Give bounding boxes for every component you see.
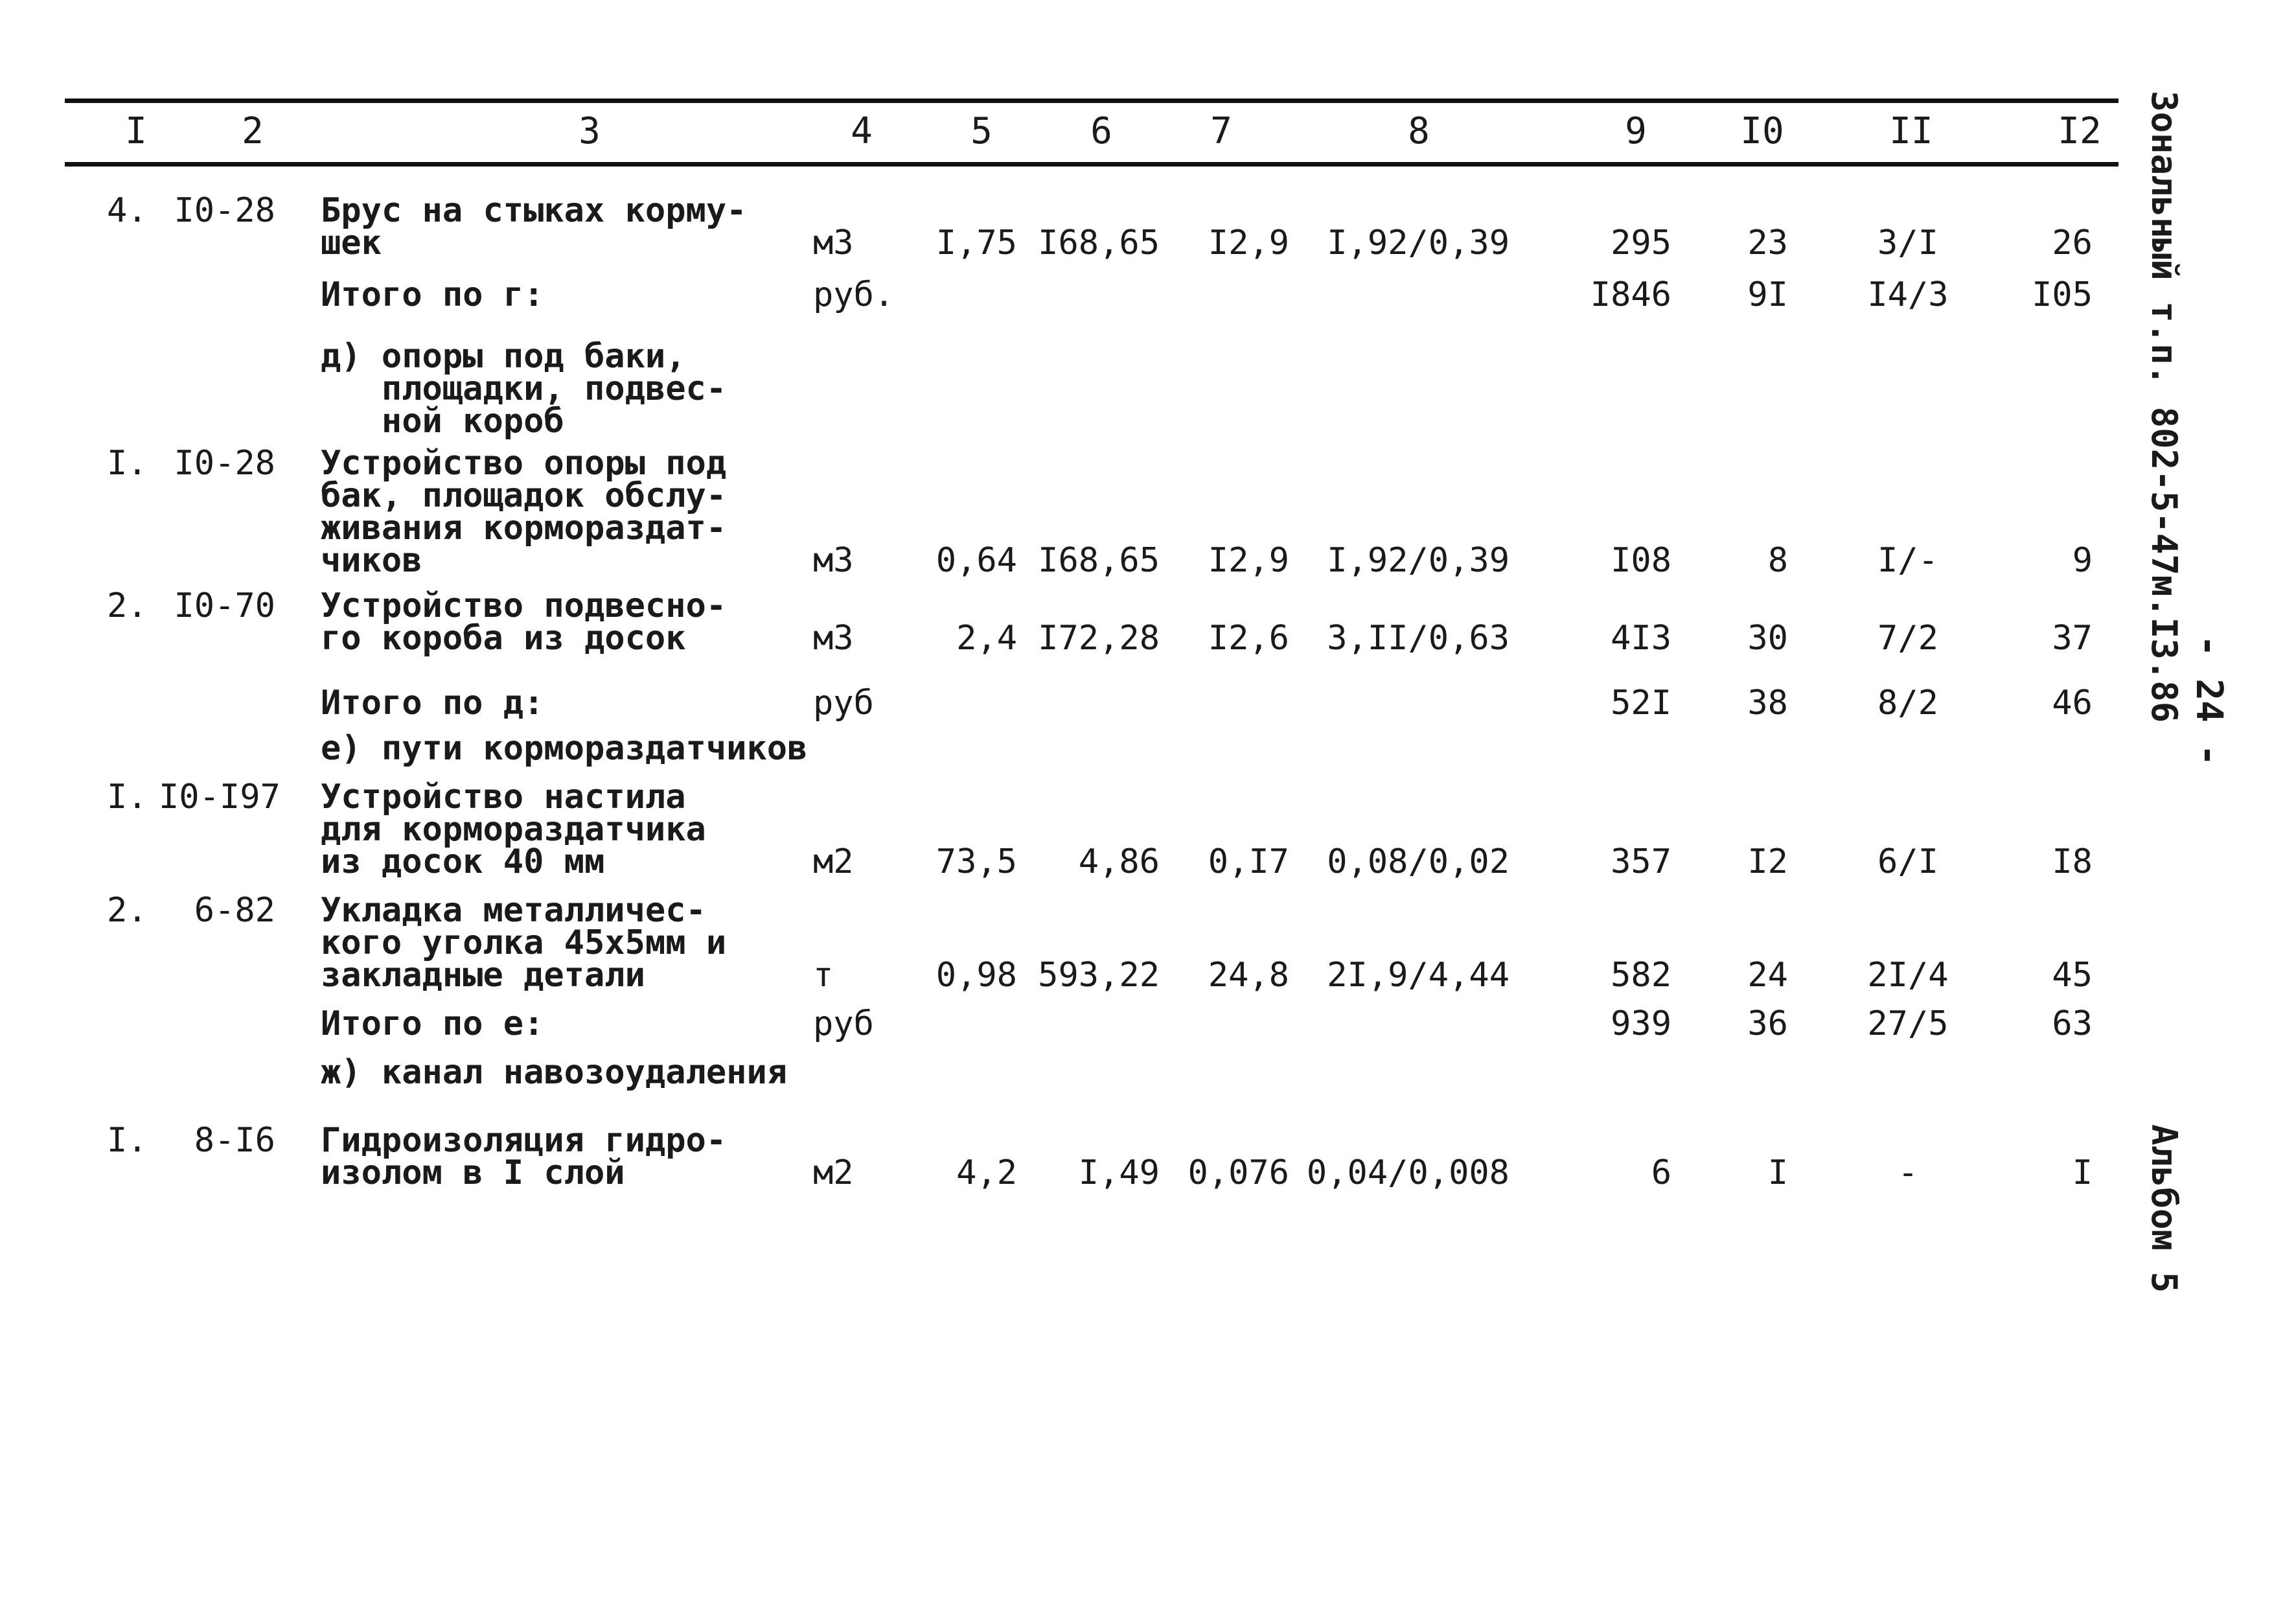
cell-col-11: 7/2 — [1877, 619, 1938, 658]
cell-code: 6-82 — [194, 891, 275, 930]
cell-col-11: I4/3 — [1867, 275, 1949, 314]
cell-col-12: 37 — [2052, 619, 2093, 658]
album-label: Альбом 5 — [2144, 1124, 2185, 1293]
header-bottom-rule — [65, 162, 2118, 167]
cell-col-12: I8 — [2052, 842, 2093, 881]
cell-quantity: 0,98 — [936, 956, 1017, 995]
cell-col-12: 63 — [2052, 1004, 2093, 1043]
cell-unit: м3 — [813, 224, 854, 262]
cell-number: 2. — [107, 586, 148, 625]
cell-description: Устройство настила для кормораздатчика из досок 40 мм — [321, 778, 706, 881]
cell-col-11: 2I/4 — [1867, 956, 1949, 995]
cell-unit-cost: I68,65 — [1038, 224, 1160, 262]
column-header-10: I0 — [1740, 110, 1784, 152]
cell-number: 2. — [107, 891, 148, 930]
cell-unit: м2 — [813, 1153, 854, 1192]
cell-col-8: 0,04/0,008 — [1306, 1153, 1510, 1192]
cell-col-12: 26 — [2052, 224, 2093, 262]
column-header-3: 3 — [579, 110, 601, 152]
cell-col-8: 3,II/0,63 — [1327, 619, 1510, 658]
cell-unit: т — [813, 956, 834, 995]
cell-col-9: 4I3 — [1611, 619, 1671, 658]
cell-description: Устройство опоры под бак, площадок обслу- живания кормораздат- чиков — [321, 444, 727, 580]
cell-unit-cost: 4,86 — [1078, 842, 1160, 881]
cell-quantity: I,75 — [936, 224, 1017, 262]
cell-description: Устройство подвесно- го короба из досок — [321, 586, 727, 658]
project-code-label: Зональный т.п. 802-5-47м.I3.86 — [2144, 91, 2185, 723]
cell-col-10: 8 — [1767, 541, 1788, 580]
cell-col-7: I2,9 — [1208, 541, 1289, 580]
cell-col-8: 2I,9/4,44 — [1327, 956, 1510, 995]
cell-col-10: I2 — [1747, 842, 1788, 881]
cell-col-11: 8/2 — [1877, 684, 1938, 723]
cell-col-9: 6 — [1651, 1153, 1671, 1192]
cell-col-10: 38 — [1747, 684, 1788, 723]
cell-code: I0-28 — [174, 191, 275, 230]
cell-number: I. — [107, 1121, 148, 1160]
cell-number: I. — [107, 444, 148, 483]
cell-code: 8-I6 — [194, 1121, 275, 1160]
cell-description: Укладка металличес- кого уголка 45х5мм и закладные детали — [321, 891, 727, 995]
cell-col-9: I846 — [1590, 275, 1671, 314]
cell-col-8: I,92/0,39 — [1327, 541, 1510, 580]
cell-unit-cost: I,49 — [1078, 1153, 1160, 1192]
cell-col-12: I — [2072, 1153, 2093, 1192]
cell-col-10: 24 — [1747, 956, 1788, 995]
cell-col-7: 0,076 — [1188, 1153, 1289, 1192]
cell-col-9: 357 — [1611, 842, 1671, 881]
cell-code: I0-I97 — [159, 778, 281, 816]
cell-unit: м3 — [813, 541, 854, 580]
column-header-6: 6 — [1090, 110, 1112, 152]
column-header-5: 5 — [970, 110, 993, 152]
cell-quantity: 4,2 — [956, 1153, 1017, 1192]
cell-col-12: I05 — [2032, 275, 2093, 314]
cell-col-9: 939 — [1611, 1004, 1671, 1043]
cell-col-12: 46 — [2052, 684, 2093, 723]
header-top-rule — [65, 98, 2118, 103]
cell-col-10: 9I — [1747, 275, 1788, 314]
column-header-11: II — [1889, 110, 1933, 152]
cell-description: е) пути кормораздатчиков — [321, 729, 808, 768]
cell-col-11: 6/I — [1877, 842, 1938, 881]
cell-col-9: 582 — [1611, 956, 1671, 995]
cell-col-10: 30 — [1747, 619, 1788, 658]
cell-col-10: I — [1767, 1153, 1788, 1192]
cell-col-10: 36 — [1747, 1004, 1788, 1043]
column-header-2: 2 — [242, 110, 264, 152]
column-header-4: 4 — [851, 110, 873, 152]
cell-col-12: 45 — [2052, 956, 2093, 995]
cell-col-11: 3/I — [1877, 224, 1938, 262]
cell-col-11: - — [1898, 1153, 1918, 1192]
cell-unit: руб — [813, 684, 874, 723]
cell-unit: руб. — [813, 275, 895, 314]
cell-unit: м3 — [813, 619, 854, 658]
cell-col-12: 9 — [2072, 541, 2093, 580]
column-header-9: 9 — [1625, 110, 1647, 152]
cell-unit-cost: I72,28 — [1038, 619, 1160, 658]
cell-col-7: I2,6 — [1208, 619, 1289, 658]
column-header-12: I2 — [2058, 110, 2102, 152]
cell-quantity: 2,4 — [956, 619, 1017, 658]
cell-number: 4. — [107, 191, 148, 230]
cell-description: Итого по г: — [321, 275, 544, 314]
cell-number: I. — [107, 778, 148, 816]
column-header-8: 8 — [1408, 110, 1430, 152]
cell-quantity: 0,64 — [936, 541, 1017, 580]
cell-col-11: 27/5 — [1867, 1004, 1949, 1043]
cell-unit: м2 — [813, 842, 854, 881]
cell-description: Брус на стыках корму- шек — [321, 191, 747, 262]
column-header-1: I — [125, 110, 147, 152]
cell-col-11: I/- — [1877, 541, 1938, 580]
column-header-7: 7 — [1210, 110, 1232, 152]
cell-col-9: I08 — [1611, 541, 1671, 580]
cell-col-9: 52I — [1611, 684, 1671, 723]
cell-col-7: 0,I7 — [1208, 842, 1289, 881]
cell-description: Гидроизоляция гидро- изолом в I слой — [321, 1121, 727, 1192]
cell-unit: руб — [813, 1004, 874, 1043]
cell-col-8: 0,08/0,02 — [1327, 842, 1510, 881]
cell-description: д) опоры под баки, площадки, подвес- ной короб — [321, 337, 727, 441]
page-number: - 24 - — [2188, 635, 2230, 767]
cell-description: Итого по е: — [321, 1004, 544, 1043]
cell-col-10: 23 — [1747, 224, 1788, 262]
cell-description: Итого по д: — [321, 684, 544, 723]
cell-unit-cost: I68,65 — [1038, 541, 1160, 580]
cell-description: ж) канал навозоудаления — [321, 1053, 788, 1092]
cell-col-7: I2,9 — [1208, 224, 1289, 262]
cell-col-7: 24,8 — [1208, 956, 1289, 995]
cell-col-9: 295 — [1611, 224, 1671, 262]
cell-code: I0-70 — [174, 586, 275, 625]
cell-unit-cost: 593,22 — [1038, 956, 1160, 995]
cell-code: I0-28 — [174, 444, 275, 483]
cell-quantity: 73,5 — [936, 842, 1017, 881]
cell-col-8: I,92/0,39 — [1327, 224, 1510, 262]
